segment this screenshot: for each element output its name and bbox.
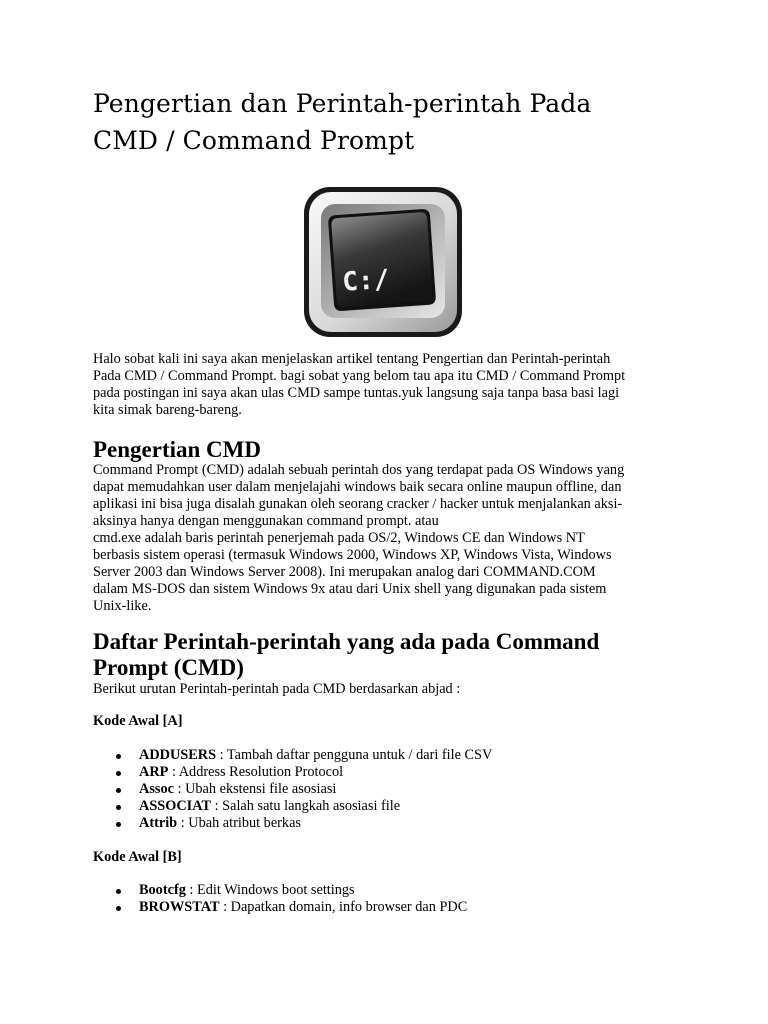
title-line-1: Pengertian dan Perintah-perintah Pada	[93, 89, 592, 118]
list-item: ARP : Address Resolution Protocol	[93, 764, 492, 781]
list-item: Bootcfg : Edit Windows boot settings	[93, 882, 467, 899]
article-title	[93, 85, 693, 159]
list-item: ASSOCIAT : Salah satu langkah asosiasi file	[93, 798, 492, 815]
command-list-b	[93, 882, 467, 916]
section-heading-pengertian: Pengertian CMD	[93, 437, 261, 462]
intro-paragraph: Halo sobat kali ini saya akan menjelaskan artikel tentang Pengertian dan Perintah-perintah Pada CMD / Command Prompt. bagi sobat yang belom tau apa itu CMD / Command Prompt pada postingan ini saya akan ulas CMD sampe tuntas.yuk langsung saja tanpa basa basi lagi kita simak bareng-bareng.	[93, 351, 626, 418]
bullet-icon	[116, 788, 121, 793]
list-item: BROWSTAT : Dapatkan domain, info browser dan PDC	[93, 899, 467, 916]
list-item: ADDUSERS : Tambah daftar pengguna untuk / dari file CSV	[93, 747, 492, 764]
command-list-a	[93, 747, 492, 832]
bullet-icon	[116, 889, 121, 894]
bullet-icon	[116, 822, 121, 827]
bullet-icon	[116, 754, 121, 759]
bullet-icon	[116, 805, 121, 810]
group-label-b: Kode Awal [B]	[93, 849, 182, 865]
pengertian-paragraph: Command Prompt (CMD) adalah sebuah perintah dos yang terdapat pada OS Windows yang dapat memudahkan user dalam menjelajahi windows baik secara online maupun offline, dan aplikasi ini bisa juga disalah gunakan oleh seorang cracker / hacker untuk menjalankan aksi- aksinya hanya dengan menggunakan command prompt. atau cmd.exe adalah baris perintah penerjemah pada OS/2, Windows CE dan Windows NT berbasis sistem operasi (termasuk Windows 2000, Windows XP, Windows Vista, Windows Server 2003 dan Windows Server 2008). Ini merupakan analog dari COMMAND.COM dalam MS-DOS dan sistem Windows 9x atau dari Unix shell yang digunakan pada sistem Unix-like.	[93, 462, 625, 614]
title-line-2: CMD / Command Prompt	[93, 126, 415, 155]
group-label-a: Kode Awal [A]	[93, 713, 183, 729]
bullet-icon	[116, 771, 121, 776]
list-item: Assoc : Ubah ekstensi file asosiasi	[93, 781, 492, 798]
bullet-icon	[116, 906, 121, 911]
cmd-logo-text: C:/	[341, 264, 391, 298]
list-item: Attrib : Ubah atribut berkas	[93, 815, 492, 832]
cmd-logo-icon	[301, 184, 465, 340]
section-heading-daftar: Daftar Perintah-perintah yang ada pada Command Prompt (CMD)	[93, 629, 600, 680]
daftar-intro: Berikut urutan Perintah-perintah pada CMD berdasarkan abjad :	[93, 681, 461, 697]
